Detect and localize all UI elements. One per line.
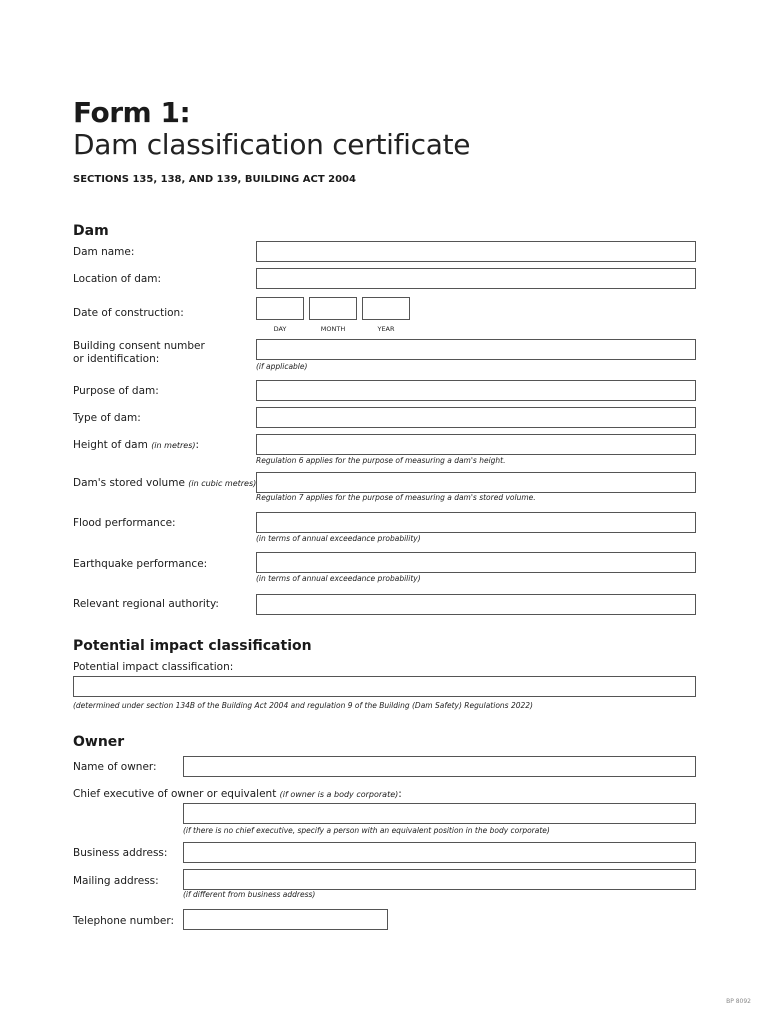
regional-authority-input[interactable] (256, 594, 696, 615)
stored-volume-label-text: Dam's stored volume (73, 477, 185, 489)
construction-year-input[interactable] (362, 297, 410, 320)
building-consent-label-line2: or identification: (73, 353, 160, 365)
business-address-input[interactable] (183, 842, 696, 863)
type-input[interactable] (256, 407, 696, 428)
earthquake-performance-input[interactable] (256, 552, 696, 573)
purpose-input[interactable] (256, 380, 696, 401)
chief-executive-colon: : (398, 788, 402, 800)
earthquake-performance-note: (in terms of annual exceedance probability) (256, 574, 421, 583)
dam-section-heading: Dam (73, 223, 109, 239)
impact-classification-label: Potential impact classification: (73, 661, 234, 673)
date-of-construction-label: Date of construction: (73, 307, 184, 319)
construction-day-input[interactable] (256, 297, 304, 320)
owner-name-label: Name of owner: (73, 761, 157, 773)
form-number-title: Form 1: (73, 96, 191, 129)
dam-name-input[interactable] (256, 241, 696, 262)
stored-volume-input[interactable] (256, 472, 696, 493)
stored-volume-unit: (in cubic metres) (188, 479, 257, 488)
height-label (73, 439, 199, 452)
mailing-address-label: Mailing address: (73, 875, 159, 887)
chief-executive-label-text: Chief executive of owner or equivalent (73, 788, 277, 800)
flood-performance-label: Flood performance: (73, 517, 176, 529)
height-unit: (in metres) (151, 441, 196, 450)
stored-volume-note: Regulation 7 applies for the purpose of measuring a dam's stored volume. (256, 493, 536, 502)
chief-executive-qualifier: (if owner is a body corporate) (279, 790, 399, 799)
stored-volume-label (73, 477, 260, 490)
dam-location-input[interactable] (256, 268, 696, 289)
dam-name-label: Dam name: (73, 246, 135, 258)
day-caption: DAY (273, 325, 287, 333)
height-note: Regulation 6 applies for the purpose of measuring a dam's height. (256, 456, 506, 465)
mailing-address-input[interactable] (183, 869, 696, 890)
month-caption: MONTH (320, 325, 346, 333)
height-input[interactable] (256, 434, 696, 455)
form-title: Dam classification certificate (73, 128, 471, 161)
chief-executive-input[interactable] (183, 803, 696, 824)
earthquake-performance-label: Earthquake performance: (73, 558, 208, 570)
flood-performance-input[interactable] (256, 512, 696, 533)
purpose-label: Purpose of dam: (73, 385, 159, 397)
business-address-label: Business address: (73, 847, 168, 859)
flood-performance-note: (in terms of annual exceedance probability) (256, 534, 421, 543)
building-consent-note: (if applicable) (256, 362, 308, 371)
chief-executive-label (73, 788, 402, 801)
year-caption: YEAR (377, 325, 395, 333)
dam-location-label: Location of dam: (73, 273, 162, 285)
impact-classification-note: (determined under section 134B of the Building Act 2004 and regulation 9 of the Building (Dam Safety) Regulations 2022) (73, 701, 533, 710)
form-code: BP 8092 (726, 998, 751, 1005)
building-consent-input[interactable] (256, 339, 696, 360)
construction-month-input[interactable] (309, 297, 357, 320)
telephone-label: Telephone number: (73, 915, 174, 927)
chief-executive-note: (if there is no chief executive, specify a person with an equivalent position in the body corporate) (183, 826, 550, 835)
mailing-address-note: (if different from business address) (183, 890, 316, 899)
type-label: Type of dam: (73, 412, 141, 424)
height-label-text: Height of dam (73, 439, 148, 451)
impact-classification-input[interactable] (73, 676, 696, 697)
form-subtitle: SECTIONS 135, 138, AND 139, BUILDING ACT 2004 (73, 174, 356, 185)
height-colon: : (195, 439, 200, 451)
impact-section-heading: Potential impact classification (73, 638, 312, 654)
regional-authority-label: Relevant regional authority: (73, 598, 219, 610)
building-consent-label-line1: Building consent number (73, 340, 205, 352)
owner-section-heading: Owner (73, 734, 125, 750)
owner-name-input[interactable] (183, 756, 696, 777)
telephone-input[interactable] (183, 909, 388, 930)
